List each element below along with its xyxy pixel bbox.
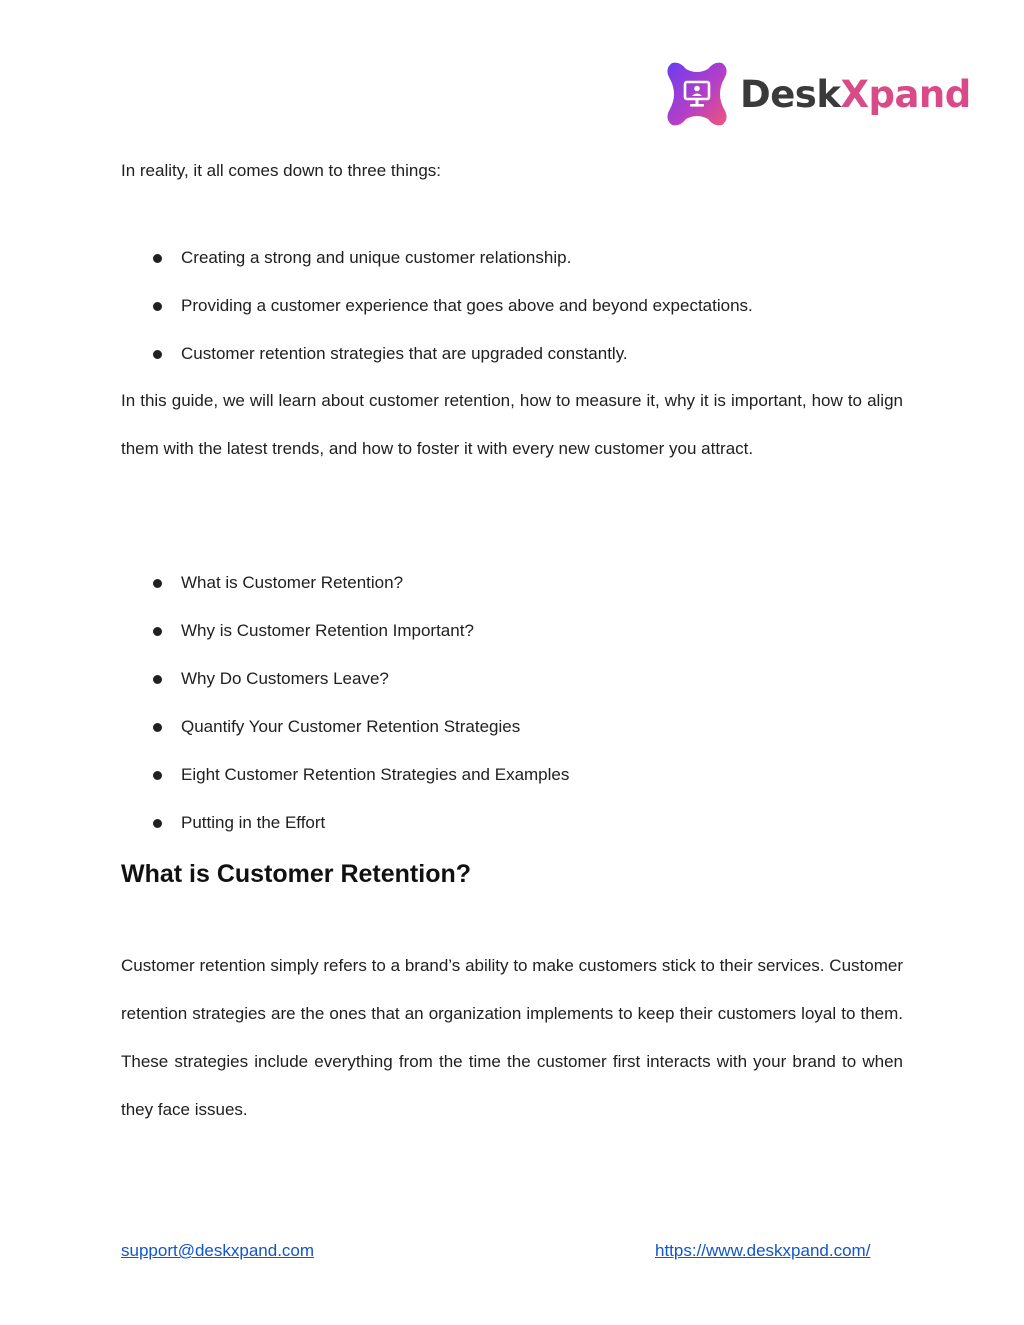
toc-item-text: Eight Customer Retention Strategies and Examples: [181, 765, 570, 784]
key-points-list: [121, 247, 903, 391]
bullet-icon: [153, 302, 162, 311]
brand-wordmark: [740, 72, 971, 116]
toc-item-text: Putting in the Effort: [181, 813, 326, 832]
bullet-icon: [153, 254, 162, 263]
brand-name-xpand: Xpand: [840, 72, 971, 116]
list-item: [121, 295, 903, 343]
bullet-icon: [153, 627, 162, 636]
toc-item: [121, 716, 903, 764]
toc-item: [121, 572, 903, 620]
toc-item-text: What is Customer Retention?: [181, 573, 404, 592]
website-link[interactable]: https://www.deskxpand.com/: [655, 1241, 871, 1260]
list-item-text: Providing a customer experience that goes above and beyond expectations.: [181, 296, 753, 315]
list-item: [121, 247, 903, 295]
toc-item: [121, 668, 903, 716]
section-heading: What is Customer Retention?: [121, 860, 472, 888]
list-item-text: Creating a strong and unique customer relationship.: [181, 248, 572, 267]
guide-paragraph: In this guide, we will learn about customer retention, how to measure it, why it is important, how to align them with the latest trends, and how to foster it with every new customer you attract.: [121, 391, 903, 458]
bullet-icon: [153, 771, 162, 780]
bullet-icon: [153, 579, 162, 588]
bullet-icon: [153, 723, 162, 732]
toc-item-text: Why Do Customers Leave?: [181, 669, 389, 688]
support-email-link[interactable]: support@deskxpand.com: [121, 1241, 315, 1260]
deskxpand-logo-icon: [664, 61, 730, 127]
toc-item-text: Quantify Your Customer Retention Strategies: [181, 717, 521, 736]
table-of-contents: [121, 572, 903, 860]
bullet-icon: [153, 350, 162, 359]
intro-text: In reality, it all comes down to three things:: [121, 161, 442, 180]
list-item-text: Customer retention strategies that are upgraded constantly.: [181, 344, 628, 363]
toc-item: [121, 764, 903, 812]
section-body: Customer retention simply refers to a brand’s ability to make customers stick to their services. Customer retention strategies are the ones that an organization implements to keep their customers loyal to them. These strategies include everything from the time the customer first interacts with your brand to when they face issues.: [121, 956, 903, 1119]
toc-item: [121, 620, 903, 668]
brand-logo: [664, 60, 971, 128]
bullet-icon: [153, 819, 162, 828]
bullet-icon: [153, 675, 162, 684]
brand-name-desk: Desk: [740, 72, 841, 116]
toc-item: [121, 812, 903, 860]
toc-item-text: Why is Customer Retention Important?: [181, 621, 474, 640]
